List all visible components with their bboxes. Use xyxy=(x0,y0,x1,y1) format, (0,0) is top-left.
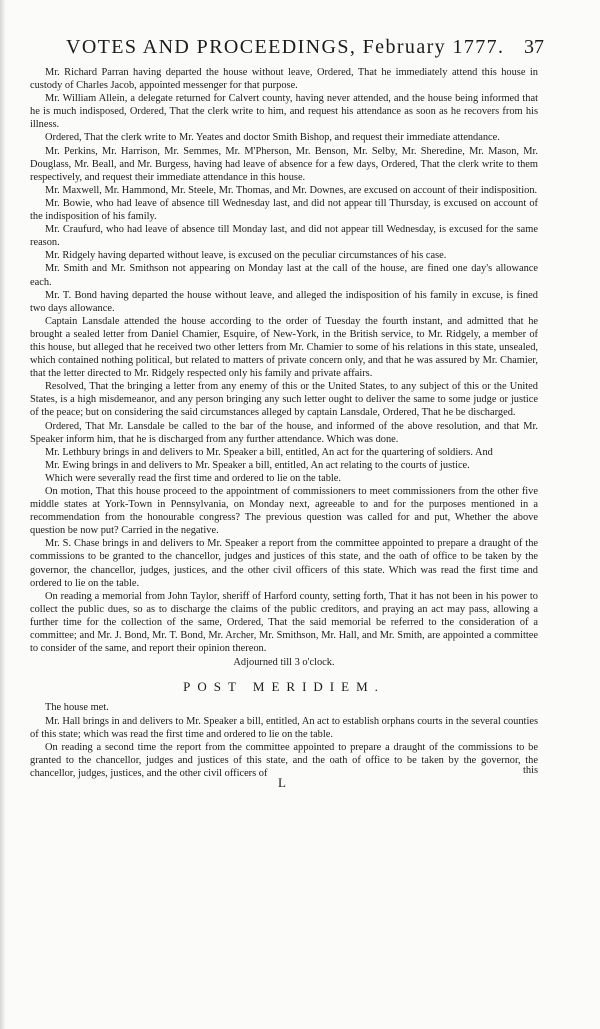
paragraph: Mr. Ridgely having departed without leave, is excused on the peculiar circumstances of his case. xyxy=(45,250,447,262)
paragraph: Mr. T. Bond having departed the house without leave, and alleged the indisposition of his family in excuse, is fined two days allowance. xyxy=(30,289,538,314)
paragraph: Mr. Hall brings in and delivers to Mr. Speaker a bill, entitled, An act to establish orphans courts in the several counties of this state; which was read the first time and ordered to lie on the table. xyxy=(30,715,538,740)
paragraph: Mr. Bowie, who had leave of absence till Wednesday last, and did not appear till Thursday, is excused on account of the indisposition of his family. xyxy=(30,197,538,223)
paragraph: Mr. S. Chase brings in and delivers to Mr. Speaker a report from the committee appointed to prepare a draught of the commissions to be granted to the chancellor, judges and justices of this state, and the oath of office to be taken by the governor, the chancellor, judges, justices, and the other civil officers of this state. Which was read the first time and ordered to lie on the table. xyxy=(30,538,538,589)
running-head-title: VOTES AND PROCEEDINGS, February 1777. xyxy=(66,36,505,58)
paragraph: Mr. Richard Parran having departed the house without leave, Ordered, That he immediately attend this house in custody of Charles Jacob, appointed messenger for that purpose. xyxy=(30,67,538,92)
body-text xyxy=(30,66,538,794)
paragraph: Ordered, That Mr. Lansdale be called to the bar of the house, and informed of the above resolution, and that Mr. Speaker inform him, that he is discharged from any further attendance. Which was done. xyxy=(30,420,538,445)
section-heading-post-meridiem: POST MERIDIEM. xyxy=(183,679,385,695)
paragraph: Resolved, That the bringing a letter from any enemy of this or the United States, to any subject of this or the United States, is a high misdemeanor, and any person bringing any such letter ought to deliver the same to some judge or justice of the peace; but on considering the said circumstances alleged by captain Lansdale, Ordered, That he be discharged. xyxy=(30,381,538,419)
catchword: this xyxy=(522,764,538,776)
page-footer xyxy=(30,764,538,794)
paragraph: Mr. Ewing brings in and delivers to Mr. Speaker a bill, entitled, An act relating to the courts of justice. xyxy=(45,459,470,471)
paragraph: On reading a second time the report from the committee appointed to prepare a draught of the commissions to be granted to the chancellor, judges and justices of this state, and the oath of office to be taken by the governor, the chancellor, judges, justices, and the other civil officers of xyxy=(30,741,538,779)
adjourned-line: Adjourned till 3 o'clock. xyxy=(233,657,335,669)
paragraph: Ordered, That the clerk write to Mr. Yeates and doctor Smith Bishop, and request their immediate attendance. xyxy=(45,132,500,144)
paragraph: Mr. William Allein, a delegate returned for Calvert county, having never attended, and the house being informed that he is much indisposed, Ordered, That the clerk write to him, and request his attendance as soon as he recovers from his illness. xyxy=(30,93,538,131)
paragraph: On motion, That this house proceed to the appointment of commissioners to meet commissioners from the other five middle states at York-Town in Pennsylvania, on Monday next, agreeable to and for the purposes mentioned in a recommendation from the honourable congress? The previous question was called for and put, Whether the above question be now put? Carried in the negative. xyxy=(30,486,538,537)
running-head xyxy=(66,36,544,59)
paragraph: On reading a memorial from John Taylor, sheriff of Harford county, setting forth, That it has not been in his power to collect the public dues, so as to discharge the claims of the public creditors, and praying an act may pass, allowing a further time for the collection of the same, Ordered, That the said memorial be referred to the consideration of a committee; and Mr. J. Bond, Mr. T. Bond, Mr. Archer, Mr. Smithson, Mr. Hall, and Mr. Smith, are appointed a committee to consider of the same, and report their opinion thereon. xyxy=(30,590,538,655)
paragraph: Mr. Perkins, Mr. Harrison, Mr. Semmes, Mr. M'Pherson, Mr. Benson, Mr. Selby, Mr. Sheredine, Mr. Mason, Mr. Douglass, Mr. Beall, and Mr. Burgess, having had leave of absence for a few days, Ordered, That the clerk write to them respectively, and request their immediate attendance in this house. xyxy=(30,145,538,183)
paragraph: Mr. Maxwell, Mr. Hammond, Mr. Steele, Mr. Thomas, and Mr. Downes, are excused on account of their indisposition. xyxy=(45,184,538,196)
signature-mark: L xyxy=(278,774,286,790)
paragraph: Mr. Craufurd, who had leave of absence till Monday last, and did not appear till Wednesday, is excused for the same reason. xyxy=(30,224,538,249)
paragraph: Captain Lansdale attended the house according to the order of Tuesday the fourth instant, and admitted that he brought a sealed letter from Daniel Chamier, Esquire, of New-York, in the British service, to Mr. Ridgely, a member of this house, but alleged that he received two other letters from Mr. Chamier to some of his relations in this state, unsealed, which contained nothing political, but related to matters of private concern only, and that he was assured by Mr. Chamier, that the letter directed to Mr. Ridgely respected only his family and private affairs. xyxy=(30,315,538,380)
paragraph: Mr. Smith and Mr. Smithson not appearing on Monday last at the call of the house, are fined one day's allowance each. xyxy=(30,263,538,288)
paragraph: The house met. xyxy=(45,702,109,714)
paragraph: Which were severally read the first time and ordered to lie on the table. xyxy=(45,472,342,484)
page-number: 37 xyxy=(524,36,544,58)
paragraph: Mr. Lethbury brings in and delivers to Mr. Speaker a bill, entitled, An act for the quartering of soldiers. And xyxy=(45,446,493,458)
page-gutter-shadow xyxy=(0,0,6,1029)
